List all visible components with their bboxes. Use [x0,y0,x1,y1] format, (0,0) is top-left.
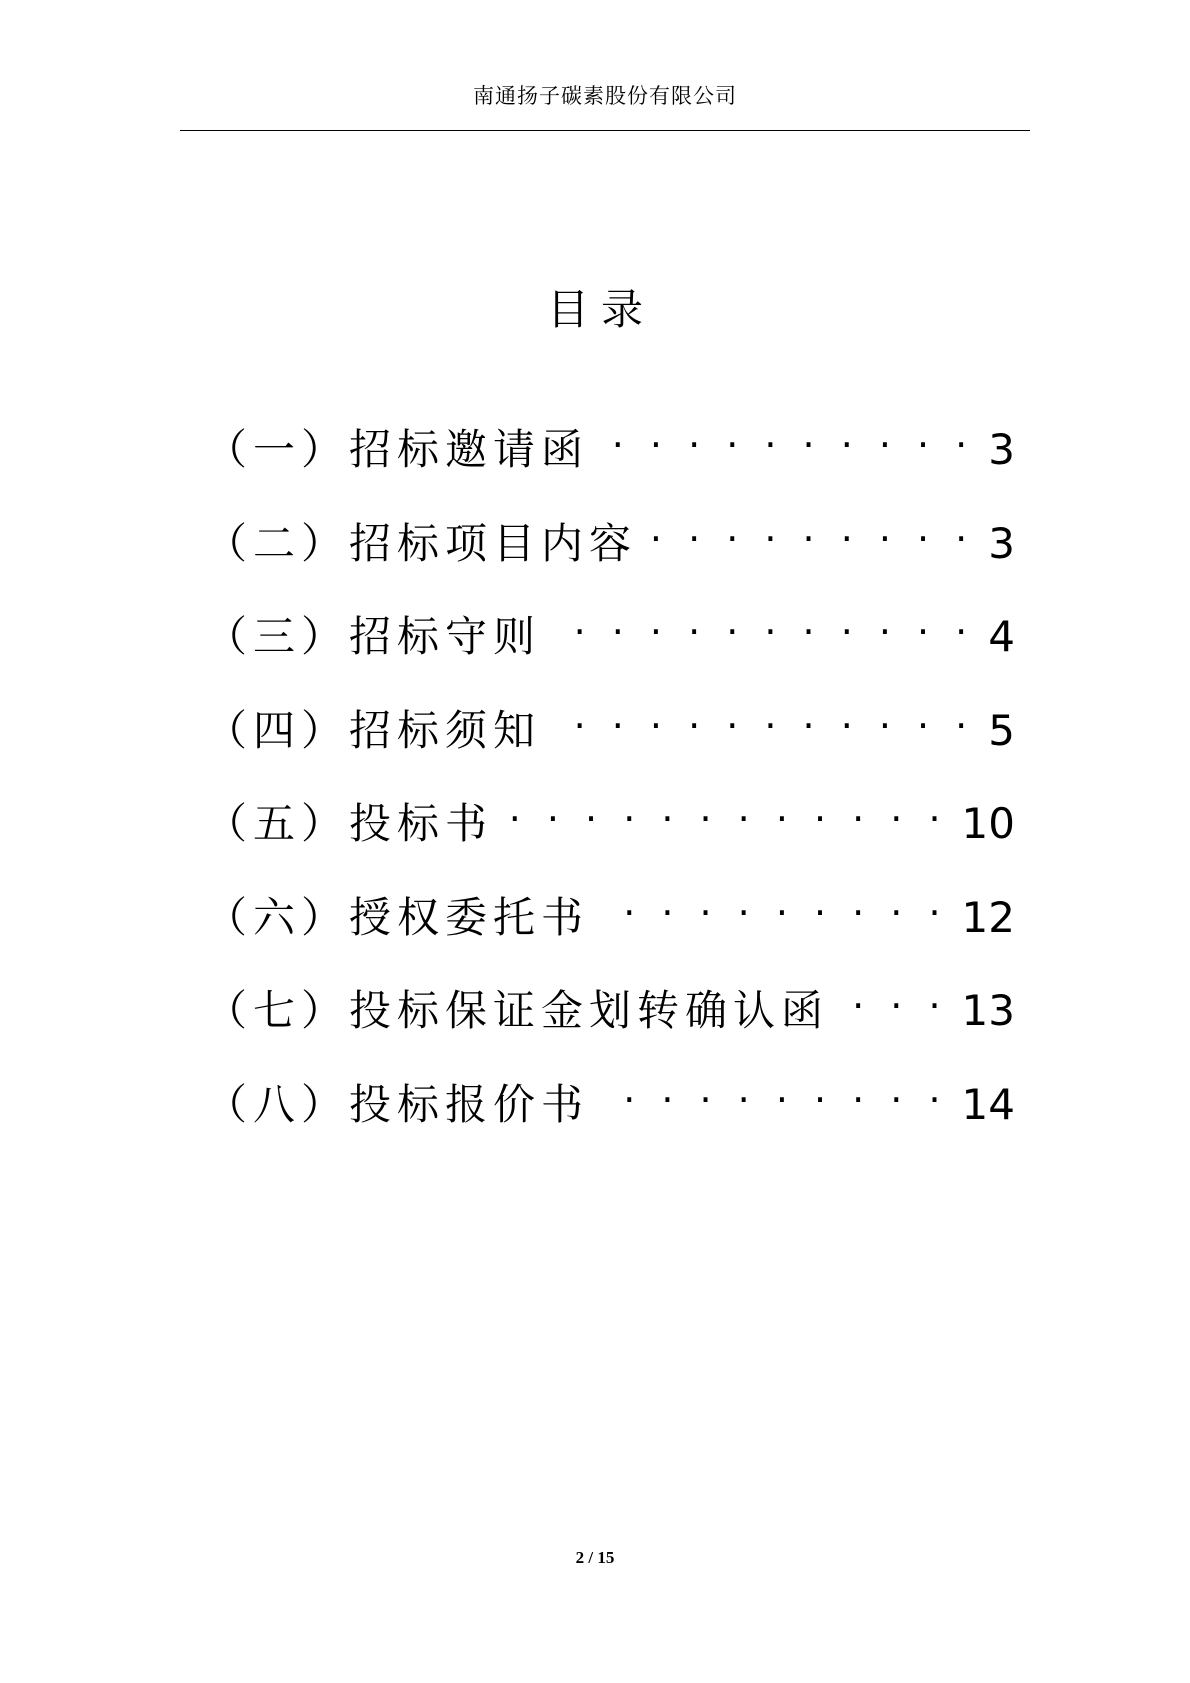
toc-entry-1[interactable] [205,404,1015,498]
toc-entry-label: （三）招标守则 [205,612,542,661]
toc-dot-leader [503,778,948,838]
toc-entry-label: （六）授权委托书 [205,892,590,942]
toc-entry-page: 13 [961,986,1015,1035]
toc-entry-page: 3 [988,425,1015,474]
toc-entry-6[interactable] [205,872,1015,966]
toc-entry-label: （二）招标项目内容 [205,518,638,568]
toc-entry-2[interactable] [205,498,1015,592]
toc-entry-label: （八）投标报价书 [205,1079,590,1129]
toc-entry-page: 3 [988,518,1015,568]
toc-entry-page: 14 [961,1079,1015,1129]
toc-entry-page: 10 [961,799,1015,848]
toc-dot-leader [599,1059,948,1119]
toc-entry-5[interactable] [205,778,1015,872]
header-divider [180,130,1030,131]
page-header: 南通扬子碳素股份有限公司 [473,84,737,108]
toc-title: 目录 [546,285,655,334]
toc-entry-3[interactable] [205,591,1015,685]
toc-dot-leader [551,685,974,745]
toc-entry-label: （五）投标书 [205,799,494,848]
toc-entry-8[interactable] [205,1059,1015,1153]
toc-entry-page: 4 [988,612,1015,661]
toc-entry-page: 12 [961,892,1015,942]
toc-dot-leader [551,591,974,651]
toc-entry-7[interactable] [205,965,1015,1059]
toc-entry-label: （四）招标须知 [205,705,542,755]
toc-entry-page: 5 [988,705,1015,755]
toc-dot-leader [599,404,974,464]
toc-dot-leader [599,872,948,932]
toc-dot-leader [839,965,948,1025]
toc-entry-label: （一）招标邀请函 [205,425,590,474]
page-number: 2 / 15 [575,1548,615,1567]
toc-entry-4[interactable] [205,685,1015,779]
toc-list [205,404,1015,1152]
toc-entry-label: （七）投标保证金划转确认函 [205,986,830,1035]
toc-dot-leader [647,498,974,558]
